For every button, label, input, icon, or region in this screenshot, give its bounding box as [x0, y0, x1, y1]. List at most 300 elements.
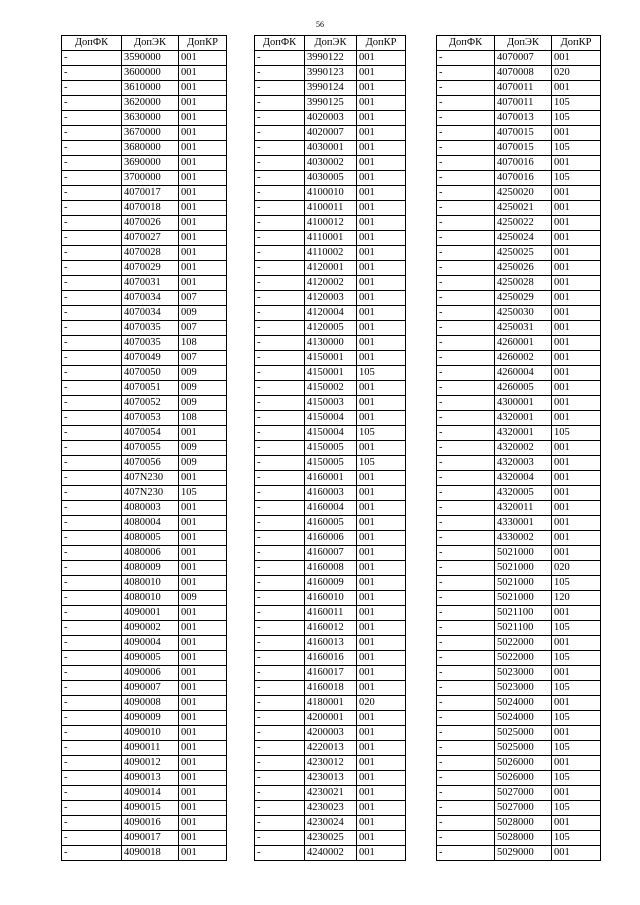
table-row	[437, 216, 601, 231]
cell-dop-ek: 4160001	[305, 471, 357, 486]
table-body	[437, 51, 601, 861]
cell-dop-fk: -	[62, 711, 122, 726]
cell-dop-fk: -	[62, 216, 122, 231]
cell-dop-ek: 4230012	[305, 756, 357, 771]
cell-dop-fk: -	[255, 141, 305, 156]
cell-dop-ek: 4090005	[122, 651, 179, 666]
cell-dop-kr: 105	[552, 681, 601, 696]
cell-dop-kr: 001	[179, 471, 227, 486]
cell-dop-ek: 3590000	[122, 51, 179, 66]
table-row	[255, 801, 406, 816]
cell-dop-kr: 001	[179, 756, 227, 771]
cell-dop-kr: 105	[552, 771, 601, 786]
cell-dop-fk: -	[255, 171, 305, 186]
table-row	[255, 501, 406, 516]
cell-dop-kr: 001	[552, 846, 601, 861]
cell-dop-ek: 4070051	[122, 381, 179, 396]
cell-dop-ek: 3990124	[305, 81, 357, 96]
header-dop-kr: ДопКР	[357, 36, 406, 51]
cell-dop-fk: -	[255, 741, 305, 756]
table-row	[62, 576, 227, 591]
cell-dop-ek: 4080003	[122, 501, 179, 516]
table-row	[437, 351, 601, 366]
table-row	[255, 291, 406, 306]
cell-dop-kr: 001	[179, 261, 227, 276]
cell-dop-fk: -	[437, 591, 495, 606]
table-row	[437, 651, 601, 666]
cell-dop-kr: 001	[179, 186, 227, 201]
cell-dop-ek: 3620000	[122, 96, 179, 111]
table-header-row	[62, 36, 227, 51]
table-row	[437, 126, 601, 141]
cell-dop-kr: 001	[552, 456, 601, 471]
table-row	[255, 186, 406, 201]
cell-dop-fk: -	[437, 51, 495, 66]
table-row	[437, 186, 601, 201]
table-row	[437, 636, 601, 651]
cell-dop-ek: 5026000	[495, 756, 552, 771]
table-row	[62, 441, 227, 456]
cell-dop-fk: -	[255, 501, 305, 516]
cell-dop-fk: -	[437, 96, 495, 111]
cell-dop-ek: 4080004	[122, 516, 179, 531]
cell-dop-fk: -	[255, 306, 305, 321]
cell-dop-fk: -	[437, 606, 495, 621]
cell-dop-ek: 4090013	[122, 771, 179, 786]
cell-dop-fk: -	[62, 741, 122, 756]
table-row	[62, 81, 227, 96]
cell-dop-kr: 001	[357, 291, 406, 306]
cell-dop-ek: 4320003	[495, 456, 552, 471]
cell-dop-fk: -	[62, 666, 122, 681]
cell-dop-kr: 001	[357, 471, 406, 486]
cell-dop-fk: -	[255, 801, 305, 816]
cell-dop-kr: 001	[552, 546, 601, 561]
cell-dop-ek: 4250030	[495, 306, 552, 321]
cell-dop-ek: 4160018	[305, 681, 357, 696]
cell-dop-kr: 001	[357, 381, 406, 396]
cell-dop-ek: 4160008	[305, 561, 357, 576]
cell-dop-fk: -	[437, 306, 495, 321]
table-row	[62, 141, 227, 156]
cell-dop-kr: 001	[357, 51, 406, 66]
cell-dop-kr: 001	[179, 141, 227, 156]
cell-dop-kr: 001	[357, 576, 406, 591]
cell-dop-ek: 4070015	[495, 141, 552, 156]
cell-dop-ek: 4230021	[305, 786, 357, 801]
cell-dop-ek: 4230024	[305, 816, 357, 831]
cell-dop-fk: -	[437, 171, 495, 186]
table-row	[255, 591, 406, 606]
cell-dop-kr: 001	[552, 396, 601, 411]
cell-dop-kr: 001	[552, 786, 601, 801]
cell-dop-ek: 4030001	[305, 141, 357, 156]
cell-dop-fk: -	[255, 246, 305, 261]
cell-dop-fk: -	[437, 576, 495, 591]
cell-dop-fk: -	[255, 51, 305, 66]
cell-dop-kr: 001	[179, 621, 227, 636]
table-row	[62, 126, 227, 141]
cell-dop-kr: 001	[357, 156, 406, 171]
table-row	[437, 816, 601, 831]
table-row	[437, 396, 601, 411]
table-row	[437, 501, 601, 516]
cell-dop-ek: 4250020	[495, 186, 552, 201]
cell-dop-ek: 5026000	[495, 771, 552, 786]
cell-dop-kr: 001	[552, 381, 601, 396]
cell-dop-kr: 009	[179, 591, 227, 606]
cell-dop-kr: 001	[357, 561, 406, 576]
table-row	[437, 156, 601, 171]
cell-dop-fk: -	[62, 156, 122, 171]
cell-dop-fk: -	[255, 771, 305, 786]
cell-dop-ek: 4090006	[122, 666, 179, 681]
cell-dop-ek: 5022000	[495, 651, 552, 666]
cell-dop-ek: 4200001	[305, 711, 357, 726]
table-row	[255, 741, 406, 756]
cell-dop-kr: 001	[552, 606, 601, 621]
cell-dop-ek: 4070049	[122, 351, 179, 366]
cell-dop-kr: 001	[552, 201, 601, 216]
table-row	[62, 471, 227, 486]
cell-dop-ek: 4080010	[122, 591, 179, 606]
table-row	[437, 681, 601, 696]
table-row	[255, 321, 406, 336]
table-row	[62, 486, 227, 501]
header-dop-fk: ДопФК	[255, 36, 305, 51]
table-row	[255, 411, 406, 426]
cell-dop-fk: -	[255, 186, 305, 201]
cell-dop-fk: -	[437, 711, 495, 726]
cell-dop-ek: 5021000	[495, 576, 552, 591]
cell-dop-fk: -	[437, 666, 495, 681]
table-row	[255, 51, 406, 66]
table-row	[62, 666, 227, 681]
cell-dop-ek: 4070018	[122, 201, 179, 216]
table-row	[255, 546, 406, 561]
cell-dop-fk: -	[62, 276, 122, 291]
cell-dop-fk: -	[437, 426, 495, 441]
cell-dop-ek: 4160004	[305, 501, 357, 516]
cell-dop-fk: -	[437, 471, 495, 486]
table-row	[62, 636, 227, 651]
table-row	[437, 456, 601, 471]
table-row	[62, 531, 227, 546]
cell-dop-fk: -	[255, 396, 305, 411]
cell-dop-fk: -	[62, 351, 122, 366]
cell-dop-fk: -	[437, 681, 495, 696]
cell-dop-ek: 4070035	[122, 321, 179, 336]
cell-dop-fk: -	[437, 486, 495, 501]
cell-dop-kr: 001	[179, 216, 227, 231]
cell-dop-ek: 4070016	[495, 156, 552, 171]
cell-dop-fk: -	[255, 681, 305, 696]
cell-dop-ek: 4150004	[305, 411, 357, 426]
cell-dop-ek: 4160016	[305, 651, 357, 666]
codes-table-2	[254, 35, 406, 861]
table-row	[437, 96, 601, 111]
cell-dop-fk: -	[437, 786, 495, 801]
cell-dop-ek: 4100011	[305, 201, 357, 216]
cell-dop-kr: 105	[179, 486, 227, 501]
cell-dop-kr: 001	[179, 171, 227, 186]
cell-dop-fk: -	[62, 81, 122, 96]
cell-dop-ek: 4150001	[305, 366, 357, 381]
cell-dop-ek: 4250028	[495, 276, 552, 291]
header-dop-kr: ДопКР	[552, 36, 601, 51]
cell-dop-kr: 001	[179, 156, 227, 171]
cell-dop-ek: 4070028	[122, 246, 179, 261]
cell-dop-kr: 108	[179, 411, 227, 426]
cell-dop-fk: -	[255, 201, 305, 216]
cell-dop-kr: 001	[357, 516, 406, 531]
cell-dop-kr: 105	[552, 111, 601, 126]
cell-dop-fk: -	[62, 456, 122, 471]
cell-dop-fk: -	[62, 591, 122, 606]
table-row	[437, 321, 601, 336]
cell-dop-ek: 4160011	[305, 606, 357, 621]
table-row	[255, 126, 406, 141]
cell-dop-ek: 4160009	[305, 576, 357, 591]
cell-dop-fk: -	[437, 186, 495, 201]
cell-dop-ek: 4070007	[495, 51, 552, 66]
cell-dop-fk: -	[255, 411, 305, 426]
table-row	[255, 696, 406, 711]
table-row	[62, 516, 227, 531]
table-row	[255, 771, 406, 786]
cell-dop-kr: 001	[179, 771, 227, 786]
cell-dop-fk: -	[437, 741, 495, 756]
header-dop-ek: ДопЭК	[122, 36, 179, 51]
cell-dop-fk: -	[437, 246, 495, 261]
cell-dop-fk: -	[62, 291, 122, 306]
cell-dop-fk: -	[62, 651, 122, 666]
cell-dop-fk: -	[62, 96, 122, 111]
cell-dop-kr: 001	[179, 786, 227, 801]
cell-dop-ek: 3680000	[122, 141, 179, 156]
cell-dop-ek: 4070026	[122, 216, 179, 231]
cell-dop-ek: 4330002	[495, 531, 552, 546]
table-row	[437, 471, 601, 486]
table-row	[255, 171, 406, 186]
cell-dop-kr: 105	[357, 456, 406, 471]
cell-dop-kr: 105	[552, 711, 601, 726]
cell-dop-ek: 4070031	[122, 276, 179, 291]
cell-dop-ek: 4180001	[305, 696, 357, 711]
cell-dop-ek: 5023000	[495, 681, 552, 696]
cell-dop-ek: 3610000	[122, 81, 179, 96]
table-row	[62, 51, 227, 66]
cell-dop-kr: 001	[357, 591, 406, 606]
cell-dop-kr: 001	[552, 261, 601, 276]
table-row	[255, 681, 406, 696]
cell-dop-ek: 4160013	[305, 636, 357, 651]
cell-dop-ek: 4150005	[305, 441, 357, 456]
cell-dop-kr: 009	[179, 456, 227, 471]
table-row	[62, 711, 227, 726]
cell-dop-ek: 4150001	[305, 351, 357, 366]
cell-dop-kr: 001	[357, 636, 406, 651]
cell-dop-kr: 001	[357, 336, 406, 351]
table-row	[62, 216, 227, 231]
cell-dop-ek: 407N230	[122, 471, 179, 486]
cell-dop-kr: 001	[179, 561, 227, 576]
cell-dop-fk: -	[255, 561, 305, 576]
cell-dop-fk: -	[62, 636, 122, 651]
cell-dop-fk: -	[62, 246, 122, 261]
cell-dop-fk: -	[62, 126, 122, 141]
cell-dop-ek: 5023000	[495, 666, 552, 681]
cell-dop-kr: 001	[552, 636, 601, 651]
cell-dop-ek: 4120002	[305, 276, 357, 291]
cell-dop-kr: 001	[357, 276, 406, 291]
cell-dop-ek: 4160003	[305, 486, 357, 501]
cell-dop-fk: -	[437, 546, 495, 561]
cell-dop-fk: -	[255, 216, 305, 231]
table-row	[62, 306, 227, 321]
cell-dop-fk: -	[255, 621, 305, 636]
cell-dop-kr: 001	[552, 81, 601, 96]
cell-dop-kr: 001	[179, 81, 227, 96]
cell-dop-ek: 4120005	[305, 321, 357, 336]
cell-dop-fk: -	[62, 411, 122, 426]
cell-dop-fk: -	[437, 831, 495, 846]
cell-dop-kr: 001	[552, 216, 601, 231]
cell-dop-kr: 001	[552, 816, 601, 831]
cell-dop-fk: -	[437, 621, 495, 636]
cell-dop-ek: 4090014	[122, 786, 179, 801]
cell-dop-ek: 4260002	[495, 351, 552, 366]
cell-dop-fk: -	[62, 306, 122, 321]
cell-dop-fk: -	[437, 81, 495, 96]
cell-dop-fk: -	[62, 186, 122, 201]
cell-dop-kr: 001	[552, 696, 601, 711]
cell-dop-kr: 001	[357, 111, 406, 126]
cell-dop-ek: 4100010	[305, 186, 357, 201]
cell-dop-ek: 4250031	[495, 321, 552, 336]
cell-dop-fk: -	[255, 276, 305, 291]
cell-dop-kr: 001	[179, 846, 227, 861]
table-row	[437, 516, 601, 531]
cell-dop-kr: 105	[357, 426, 406, 441]
cell-dop-fk: -	[255, 441, 305, 456]
cell-dop-kr: 001	[357, 846, 406, 861]
cell-dop-ek: 4090018	[122, 846, 179, 861]
cell-dop-ek: 4230025	[305, 831, 357, 846]
cell-dop-ek: 4080010	[122, 576, 179, 591]
header-dop-ek: ДопЭК	[305, 36, 357, 51]
cell-dop-ek: 4260004	[495, 366, 552, 381]
cell-dop-fk: -	[62, 261, 122, 276]
cell-dop-kr: 001	[552, 186, 601, 201]
table-row	[255, 351, 406, 366]
table-row	[255, 141, 406, 156]
cell-dop-fk: -	[255, 726, 305, 741]
cell-dop-kr: 001	[179, 66, 227, 81]
table-row	[255, 516, 406, 531]
cell-dop-kr: 001	[552, 486, 601, 501]
table-row	[62, 591, 227, 606]
cell-dop-fk: -	[62, 846, 122, 861]
cell-dop-kr: 001	[357, 81, 406, 96]
table-row	[255, 831, 406, 846]
cell-dop-kr: 001	[552, 531, 601, 546]
cell-dop-kr: 001	[179, 231, 227, 246]
cell-dop-fk: -	[62, 321, 122, 336]
cell-dop-ek: 4250029	[495, 291, 552, 306]
cell-dop-ek: 4320001	[495, 426, 552, 441]
cell-dop-ek: 4250022	[495, 216, 552, 231]
cell-dop-ek: 4090010	[122, 726, 179, 741]
cell-dop-ek: 4120003	[305, 291, 357, 306]
cell-dop-ek: 4070053	[122, 411, 179, 426]
cell-dop-fk: -	[255, 96, 305, 111]
cell-dop-ek: 4300001	[495, 396, 552, 411]
cell-dop-ek: 4070013	[495, 111, 552, 126]
cell-dop-ek: 5024000	[495, 711, 552, 726]
table-row	[255, 756, 406, 771]
cell-dop-kr: 001	[357, 531, 406, 546]
table-row	[437, 696, 601, 711]
cell-dop-ek: 4070034	[122, 306, 179, 321]
cell-dop-fk: -	[62, 486, 122, 501]
table-row	[62, 546, 227, 561]
cell-dop-ek: 5021000	[495, 561, 552, 576]
cell-dop-kr: 001	[552, 756, 601, 771]
cell-dop-kr: 007	[179, 291, 227, 306]
cell-dop-kr: 001	[552, 351, 601, 366]
cell-dop-ek: 5025000	[495, 726, 552, 741]
table-body	[62, 51, 227, 861]
table-row	[437, 426, 601, 441]
table-row	[437, 591, 601, 606]
cell-dop-ek: 4090009	[122, 711, 179, 726]
cell-dop-kr: 001	[552, 501, 601, 516]
cell-dop-fk: -	[62, 621, 122, 636]
cell-dop-fk: -	[255, 816, 305, 831]
header-dop-fk: ДопФК	[437, 36, 495, 51]
cell-dop-kr: 007	[179, 321, 227, 336]
cell-dop-ek: 4030002	[305, 156, 357, 171]
cell-dop-kr: 009	[179, 441, 227, 456]
cell-dop-ek: 5024000	[495, 696, 552, 711]
cell-dop-ek: 4230013	[305, 771, 357, 786]
cell-dop-fk: -	[437, 846, 495, 861]
cell-dop-ek: 4090001	[122, 606, 179, 621]
cell-dop-kr: 105	[552, 801, 601, 816]
cell-dop-fk: -	[437, 636, 495, 651]
cell-dop-kr: 001	[179, 516, 227, 531]
table-row	[62, 276, 227, 291]
cell-dop-kr: 001	[357, 486, 406, 501]
cell-dop-ek: 4320005	[495, 486, 552, 501]
cell-dop-fk: -	[255, 666, 305, 681]
cell-dop-kr: 001	[552, 126, 601, 141]
cell-dop-fk: -	[255, 591, 305, 606]
table-row	[255, 426, 406, 441]
cell-dop-kr: 001	[179, 111, 227, 126]
table-row	[437, 231, 601, 246]
table-row	[62, 261, 227, 276]
cell-dop-ek: 4130000	[305, 336, 357, 351]
cell-dop-ek: 4320004	[495, 471, 552, 486]
table-row	[437, 546, 601, 561]
table-row	[255, 486, 406, 501]
cell-dop-fk: -	[255, 846, 305, 861]
cell-dop-ek: 4150004	[305, 426, 357, 441]
header-dop-kr: ДопКР	[179, 36, 227, 51]
cell-dop-ek: 4080009	[122, 561, 179, 576]
